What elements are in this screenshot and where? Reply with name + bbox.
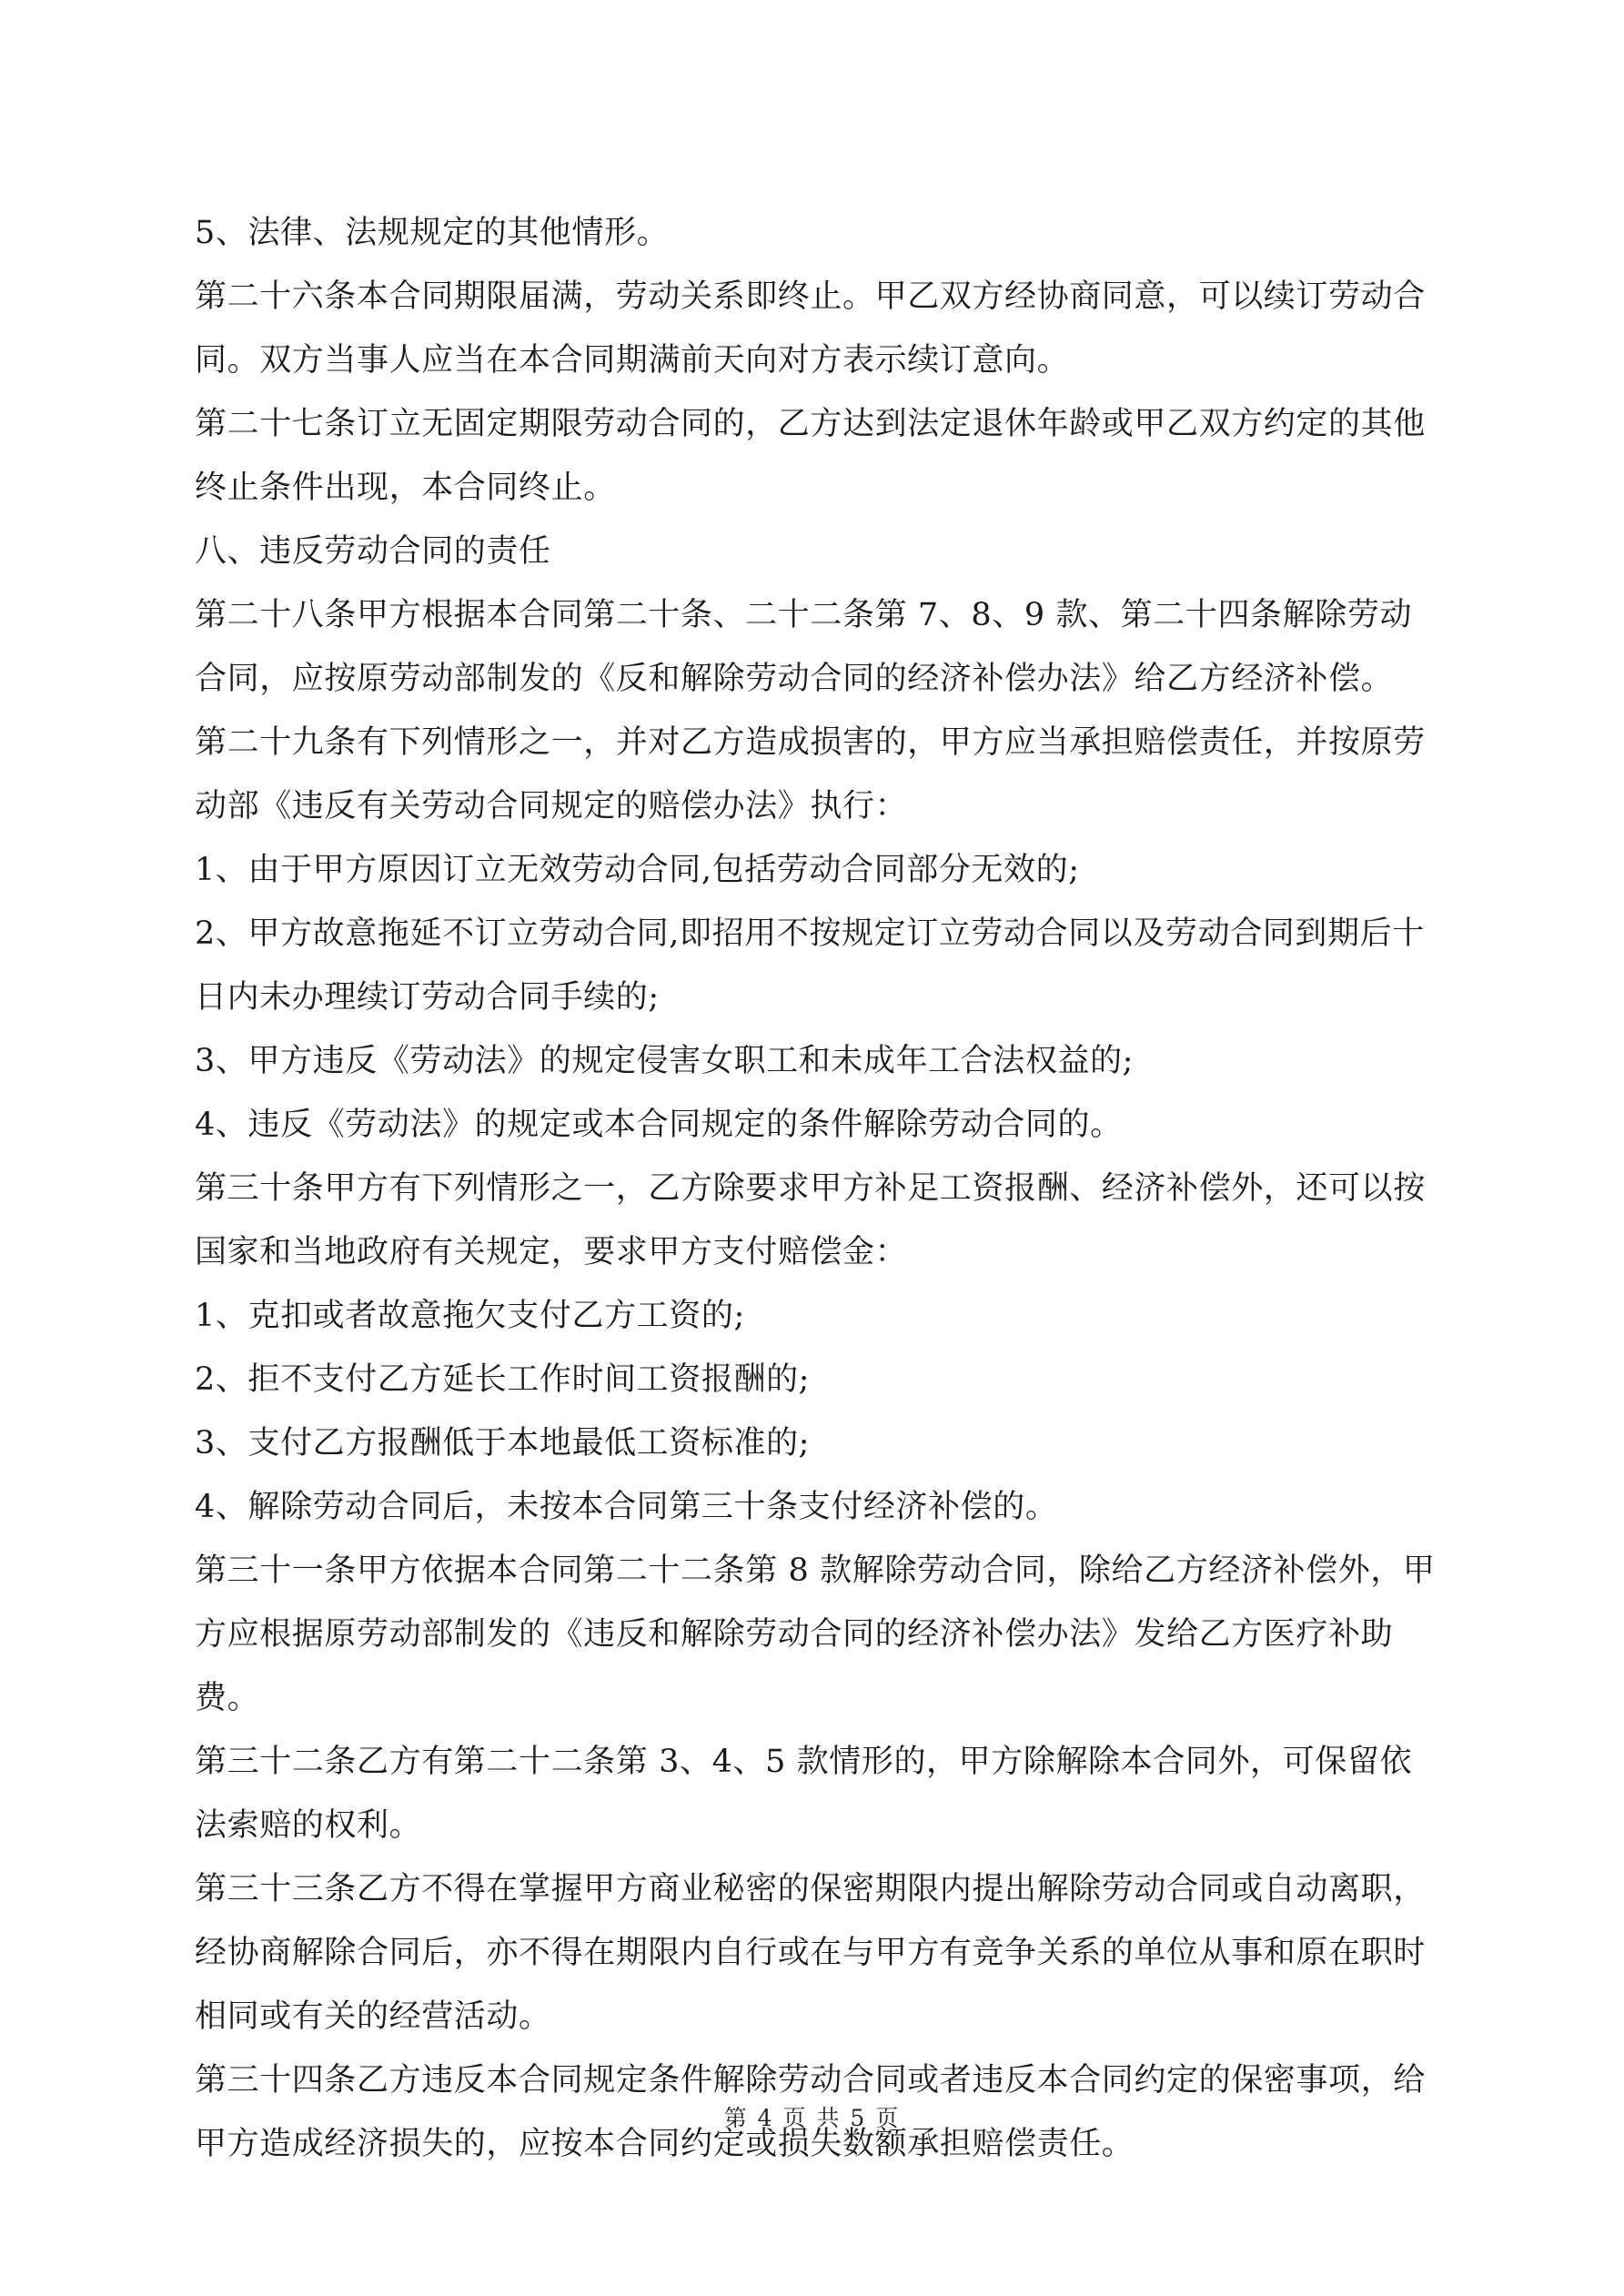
list-item-29-4: 4、违反《劳动法》的规定或本合同规定的条件解除劳动合同的。 xyxy=(195,1107,1123,1143)
list-item-29-2: 2、甲方故意拖延不订立劳动合同,即招用不按规定订立劳动合同以及劳动合同到期后十日内未办理续订劳动合同手续的; xyxy=(195,915,1425,1016)
paragraph-article-34: 第三十四条乙方违反本合同规定条件解除劳动合同或者违反本合同约定的保密事项，给甲方造成经济损失的，应按本合同约定或损失数额承担赔偿责任。 xyxy=(195,2062,1426,2162)
page-number-footer: 第 4 页 共 5 页 xyxy=(723,2105,901,2131)
paragraph-article-33: 第三十三条乙方不得在掌握甲方商业秘密的保密期限内提出解除劳动合同或自动离职，经协商解除合同后，亦不得在期限内自行或在与甲方有竞争关系的单位从事和原在职时相同或有关的经营活动。 xyxy=(195,1871,1426,2035)
paragraph-article-29: 第二十九条有下列情形之一，并对乙方造成损害的，甲方应当承担赔偿责任，并按原劳动部《违反有关劳动合同规定的赔偿办法》执行： xyxy=(195,724,1426,824)
paragraph-article-32: 第三十二条乙方有第二十二条第 3、4、5 款情形的，甲方除解除本合同外，可保留依法索赔的权利。 xyxy=(195,1744,1413,1844)
paragraph-article-31: 第三十一条甲方依据本合同第二十二条第 8 款解除劳动合同，除给乙方经济补偿外，甲方应根据原劳动部制发的《违反和解除劳动合同的经济补偿办法》发给乙方医疗补助费。 xyxy=(195,1553,1436,1716)
paragraph-article-30: 第三十条甲方有下列情形之一，乙方除要求甲方补足工资报酬、经济补偿外，还可以按国家和当地政府有关规定，要求甲方支付赔偿金： xyxy=(195,1170,1426,1270)
list-item-30-3: 3、支付乙方报酬低于本地最低工资标准的; xyxy=(195,1425,811,1462)
paragraph-article-28: 第二十八条甲方根据本合同第二十条、二十二条第 7、8、9 款、第二十四条解除劳动合同，应按原劳动部制发的《反和解除劳动合同的经济补偿办法》给乙方经济补偿。 xyxy=(195,597,1413,697)
list-item-30-4: 4、解除劳动合同后，未按本合同第三十条支付经济补偿的。 xyxy=(195,1489,1058,1525)
list-item-30-2: 2、拒不支付乙方延长工作时间工资报酬的; xyxy=(195,1361,811,1398)
list-item-29-3: 3、甲方违反《劳动法》的规定侵害女职工和未成年工合法权益的; xyxy=(195,1043,1135,1079)
section-heading-8: 八、违反劳动合同的责任 xyxy=(195,533,551,570)
paragraph-article-26: 第二十六条本合同期限届满，劳动关系即终止。甲乙双方经协商同意，可以续订劳动合同。双方当事人应当在本合同期满前天向对方表示续订意向。 xyxy=(195,278,1426,379)
document-body xyxy=(195,201,1441,2176)
list-item-30-1: 1、克扣或者故意拖欠支付乙方工资的; xyxy=(195,1298,745,1334)
paragraph-clause-5-other: 5、法律、法规规定的其他情形。 xyxy=(195,215,670,251)
paragraph-article-27: 第二十七条订立无固定期限劳动合同的，乙方达到法定退休年龄或甲乙双方约定的其他终止条件出现，本合同终止。 xyxy=(195,406,1426,506)
list-item-29-1: 1、由于甲方原因订立无效劳动合同,包括劳动合同部分无效的; xyxy=(195,852,1080,888)
